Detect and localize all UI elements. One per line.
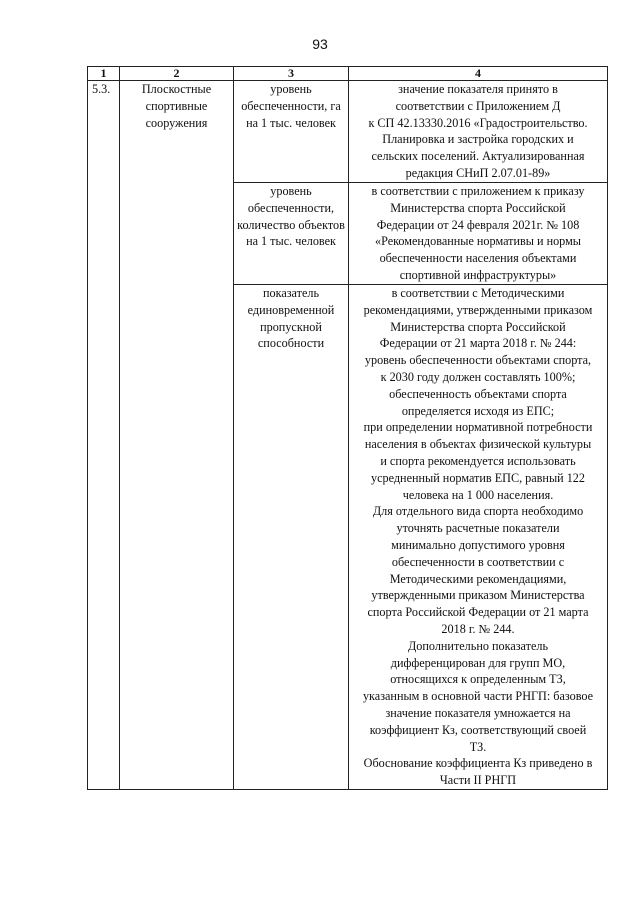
column-header-1: 1 bbox=[88, 67, 120, 81]
value-cell bbox=[349, 183, 608, 285]
value-text: в соответствии с приложением к приказу Министерства спорта Российской Федерации от 24 февраля 2021г. № 108 «Рекомендованные нормативы и нормы обеспеченности населения объектами спортивной инфраструктуры» bbox=[371, 184, 585, 282]
row-number: 5.3. bbox=[92, 82, 111, 96]
indicator-cell bbox=[234, 81, 349, 183]
value-cell bbox=[349, 285, 608, 790]
column-header-2: 2 bbox=[120, 67, 234, 81]
facility-name-cell bbox=[120, 81, 234, 790]
value-text: значение показателя принято в соответствии с Приложением Д к СП 42.13330.2016 «Градостроительство. Планировка и застройка городских и сельских поселений. Актуализированная редакция СНиП 2.07.01-89» bbox=[368, 82, 588, 180]
value-cell bbox=[349, 81, 608, 183]
indicator-cell bbox=[234, 285, 349, 790]
indicator-text: уровень обеспеченности, количество объектов на 1 тыс. человек bbox=[237, 184, 345, 249]
indicator-text: уровень обеспеченности, га на 1 тыс. человек bbox=[241, 82, 341, 130]
indicator-cell bbox=[234, 183, 349, 285]
column-header-4: 4 bbox=[349, 67, 608, 81]
facility-name: Плоскостные спортивные сооружения bbox=[141, 82, 212, 130]
value-text: в соответствии с Методическими рекомендациями, утвержденными приказом Министерства спорта Российской Федерации от 21 марта 2018 г. № 244: уровень обеспеченности объектами спорта, к 2030 году должен составлять 100%; обеспеченность объектами спорта определяется исходя из ЕПС; при определении нормативной потребности населения в объектах физической культуры и спорта рекомендуется использовать усредненный норматив ЕПС, равный 122 человека на 1 000 населения. Для отдельного вида спорта необходимо уточнять расчетные показатели минимально допустимого уровня обеспеченности в соответствии с Методическими рекомендациями, утвержденными приказом Министерства спорта Российской Федерации от 21 марта 2018 г. № 244. Дополнительно показатель дифференцирован для групп МО, относящихся к определенным ТЗ, указанным в основной части РНГП: базовое значение показателя умножается на коэффициент Кз, соответствующий своей ТЗ. Обоснование коэффициента Кз приведено в Части II РНГП bbox=[362, 286, 594, 788]
norms-table bbox=[87, 66, 608, 790]
column-header-3: 3 bbox=[234, 67, 349, 81]
page-number: 93 bbox=[312, 36, 328, 52]
indicator-text: показатель единовременной пропускной способности bbox=[247, 286, 335, 351]
row-number-cell bbox=[88, 81, 120, 790]
table-header-row bbox=[88, 67, 608, 81]
table-row bbox=[88, 81, 608, 183]
